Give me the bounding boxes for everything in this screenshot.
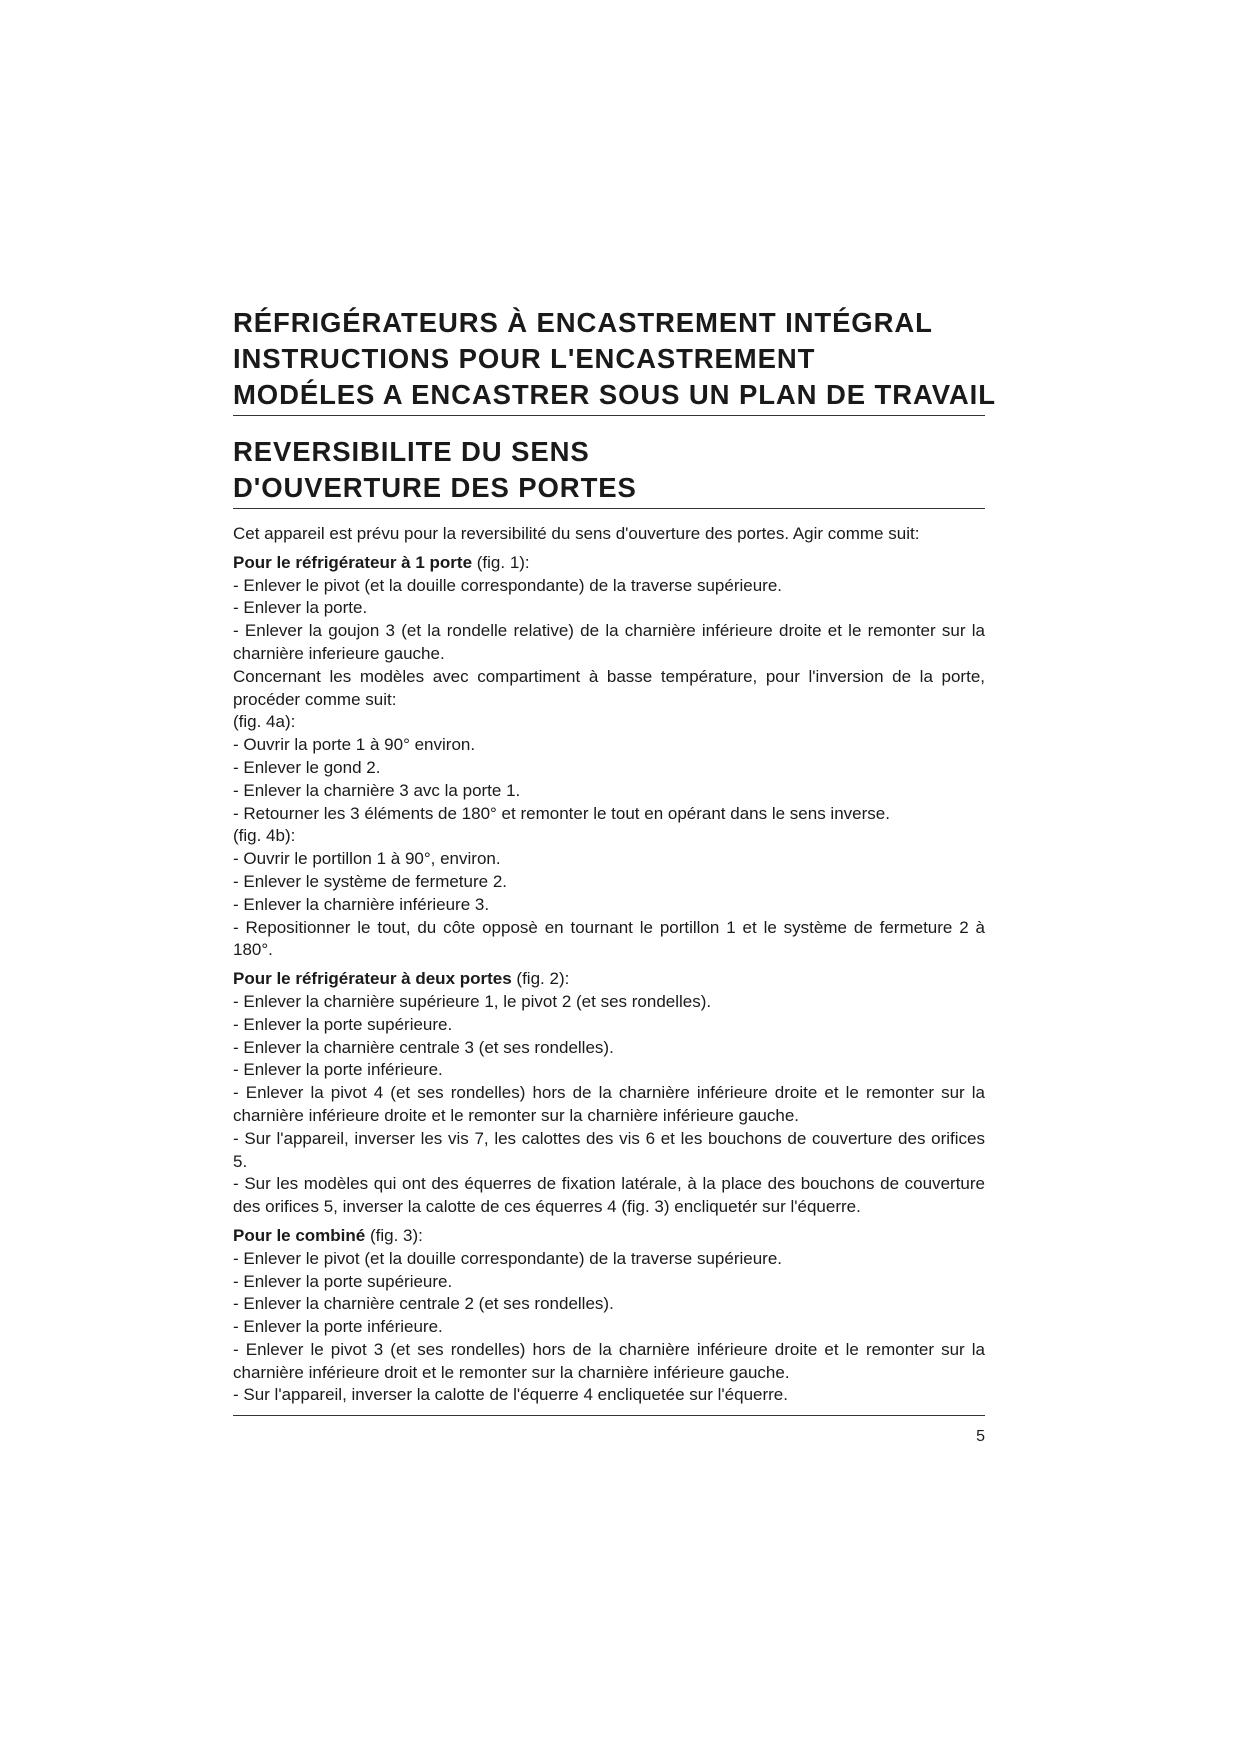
- figure-ref: (fig. 2):: [511, 969, 570, 989]
- section-heading: [233, 434, 985, 509]
- subtitle-line: REVERSIBILITE DU SENS: [233, 436, 590, 467]
- title-line: RÉFRIGÉRATEURS À ENCASTREMENT INTÉGRAL: [233, 307, 933, 338]
- instruction-line: - Enlever la goujon 3 (et la rondelle relative) de la charnière inférieure droite et le remonter sur la charnière inferieure gauche.: [233, 621, 985, 663]
- instruction-line: - Enlever le système de fermeture 2.: [233, 871, 508, 891]
- instruction-line: (fig. 4a):: [233, 712, 296, 732]
- instruction-line: - Sur l'appareil, inverser la calotte de l'équerre 4 encliquetée sur l'équerre.: [233, 1385, 788, 1405]
- instruction-line: - Enlever la charnière supérieure 1, le pivot 2 (et ses rondelles).: [233, 991, 712, 1011]
- figure-ref: (fig. 3):: [365, 1225, 423, 1245]
- page-number: 5: [976, 1428, 985, 1446]
- main-title: [233, 305, 996, 416]
- instruction-line: - Enlever la pivot 4 (et ses rondelles) hors de la charnière inférieure droite et le remonter sur la charnière inférieure droite et le remonter sur la charnière inférieure gauche.: [233, 1083, 985, 1125]
- section-lead-two-doors: [233, 968, 985, 991]
- section-lead-one-door: [233, 552, 985, 575]
- instruction-line: (fig. 4b):: [233, 826, 296, 846]
- instruction-line: - Repositionner le tout, du côte opposè en tournant le portillon 1 et le système de fermeture 2 à 180°.: [233, 917, 985, 960]
- instruction-line: - Retourner les 3 éléments de 180° et remonter le tout en opérant dans le sens inverse.: [233, 803, 890, 823]
- document-page: [233, 305, 996, 1446]
- instruction-line: - Enlever le gond 2.: [233, 757, 381, 777]
- footer-divider: [233, 1415, 985, 1416]
- body-text: [233, 523, 985, 1407]
- instruction-line: - Enlever la porte inférieure.: [233, 1060, 443, 1080]
- figure-ref: (fig. 1):: [472, 552, 530, 572]
- instruction-line: - Enlever la porte inférieure.: [233, 1317, 443, 1337]
- instruction-line: - Enlever la charnière centrale 3 (et ses rondelles).: [233, 1037, 614, 1057]
- instruction-line: - Enlever le pivot 3 (et ses rondelles) hors de la charnière inférieure droite et le remonter sur la charnière inférieure droit et le remonter sur la charnière inférieure gauche.: [233, 1339, 985, 1382]
- instruction-line: - Enlever la porte supérieure.: [233, 1271, 453, 1291]
- instruction-line: - Ouvrir le portillon 1 à 90°, environ.: [233, 849, 501, 869]
- instruction-line: - Enlever la porte supérieure.: [233, 1014, 453, 1034]
- instruction-line: - Sur l'appareil, inverser les vis 7, les calottes des vis 6 et les bouchons de couverture des orifices 5.: [233, 1128, 985, 1171]
- instruction-line: - Enlever la porte.: [233, 598, 368, 618]
- title-line: INSTRUCTIONS POUR L'ENCASTREMENT: [233, 343, 816, 374]
- instruction-line: Concernant les modèles avec compartiment à basse température, pour l'inversion de la porte, procéder comme suit:: [233, 666, 985, 709]
- lead-label: Pour le réfrigérateur à 1 porte: [233, 552, 473, 572]
- subtitle-line: D'OUVERTURE DES PORTES: [233, 472, 637, 503]
- section-lead-combi: [233, 1225, 985, 1248]
- instruction-line: - Sur les modèles qui ont des équerres de fixation latérale, à la place des bouchons de couverture des orifices 5, inverser la calotte de ces équerres 4 (fig. 3) encliquetér sur l'équerre.: [233, 1174, 985, 1217]
- title-line: MODÉLES A ENCASTRER SOUS UN PLAN DE TRAVAIL: [233, 379, 996, 410]
- instruction-line: - Enlever la charnière 3 avc la porte 1.: [233, 780, 521, 800]
- lead-label: Pour le réfrigérateur à deux portes: [233, 969, 512, 989]
- intro-paragraph: Cet appareil est prévu pour la reversibilité du sens d'ouverture des portes. Agir comme suit:: [233, 524, 920, 543]
- instruction-line: - Enlever la charnière centrale 2 (et ses rondelles).: [233, 1294, 614, 1314]
- lead-label: Pour le combiné: [233, 1225, 366, 1245]
- instruction-line: - Enlever le pivot (et la douille correspondante) de la traverse supérieure.: [233, 1248, 783, 1268]
- instruction-line: - Ouvrir la porte 1 à 90° environ.: [233, 735, 476, 755]
- instruction-line: - Enlever la charnière inférieure 3.: [233, 894, 490, 914]
- instruction-line: - Enlever le pivot (et la douille correspondante) de la traverse supérieure.: [233, 575, 783, 595]
